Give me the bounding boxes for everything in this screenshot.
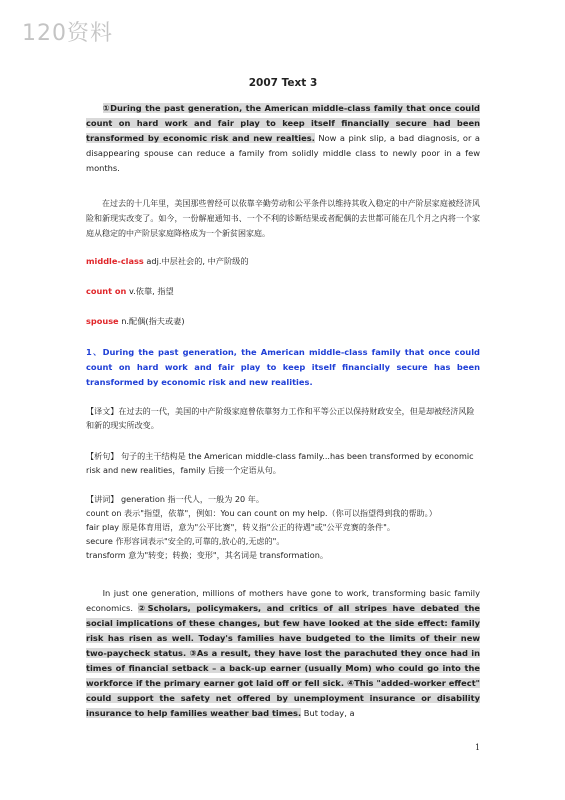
analysis-note: 【析句】 句子的主干结构是 the American middle-class family...has been transformed by economic risk and new realities，family 后接一个定语从句。 — [86, 451, 474, 475]
sentence-1-title: 1、During the past generation, the American middle-class family that once could count on hard work and fair play to keep itself financially secure has been transformed by economic risk and new realities. — [86, 347, 480, 387]
vocab-definition: adj.中层社会的, 中产阶级的 — [146, 256, 249, 266]
vocab-word: spouse — [86, 316, 119, 326]
lecture-notes — [86, 492, 480, 562]
translation-note: 【译文】在过去的一代，美国的中产阶级家庭曾依靠努力工作和平等公正以保持财政安全，但是却被经济风险和新的现实所改变。 — [86, 406, 475, 430]
paragraph-1 — [86, 101, 480, 176]
vocab-word: count on — [86, 286, 127, 296]
paragraph-2 — [86, 586, 480, 721]
lecture-line: count on 表示"指望，依靠"，例如：You can count on my help.（你可以指望得到我的帮助。） — [86, 508, 437, 518]
lecture-line: fair play 原是体育用语，意为"公平比赛"，转义指"公正的待遇"或"公平竞赛的条件"。 — [86, 522, 395, 532]
paragraph-2-tail: But today, a — [301, 708, 355, 718]
paragraph-1-chinese: 在过去的十几年里，美国那些曾经可以依靠辛勤劳动和公平条件以维持其收入稳定的中产阶层家庭被经济风险和新现实改变了。如今，一份解雇通知书、一个不利的诊断结果或者配偶的去世都可能在几个月之内将一个家庭从稳定的中产阶层家庭降格成为一个新贫困家庭。 — [86, 199, 480, 238]
page-title: 2007 Text 3 — [248, 77, 318, 89]
paragraph-2-highlight: ②Scholars, policymakers, and critics of all stripes have debated the social implications of these changes, but few have looked at the side effect: family risk has risen as well. Today's families have budgeted to the limits of their new two-paycheck status. ③As a result, they have lost the parachuted they once had in times of financial setback – a back-up earner (usually Mom) who could go into the workforce if the primary earner got laid off or fell sick. ④This "added-worker effect" could support the safety net offered by unemployment insurance or disability insurance to help families weather bad times. — [86, 603, 481, 718]
lecture-line: secure 作形容词表示"安全的,可靠的,放心的,无虑的"。 — [86, 536, 285, 546]
vocab-item — [86, 316, 185, 327]
paragraph-1-highlight: ①During the past generation, the American middle-class family that once could count on hard work and fair play to keep itself financially secure had been transformed by economic risk and new realties. — [86, 103, 480, 143]
vocab-definition: n.配偶(指夫或妻) — [121, 316, 185, 326]
vocab-item — [86, 256, 249, 267]
vocab-word: middle-class — [86, 256, 144, 266]
lecture-line: 【讲词】 generation 指一代人，一般为 20 年。 — [86, 494, 264, 504]
watermark-logo: 120资料 — [22, 21, 113, 46]
vocab-item — [86, 286, 174, 297]
paragraph-2-plain: In just one generation, millions of mothers have gone to work, transforming basic family economics. — [86, 588, 480, 613]
lecture-line: transform 意为"转变；转换；变形"，其名词是 transformation。 — [86, 550, 328, 560]
page-number: 1 — [475, 743, 481, 752]
paragraph-1-rest: Now a pink slip, a bad diagnosis, or a disappearing spouse can reduce a family from solidly middle class to newly poor in a few months. — [86, 133, 480, 173]
vocab-definition: v.依靠, 指望 — [128, 286, 174, 296]
